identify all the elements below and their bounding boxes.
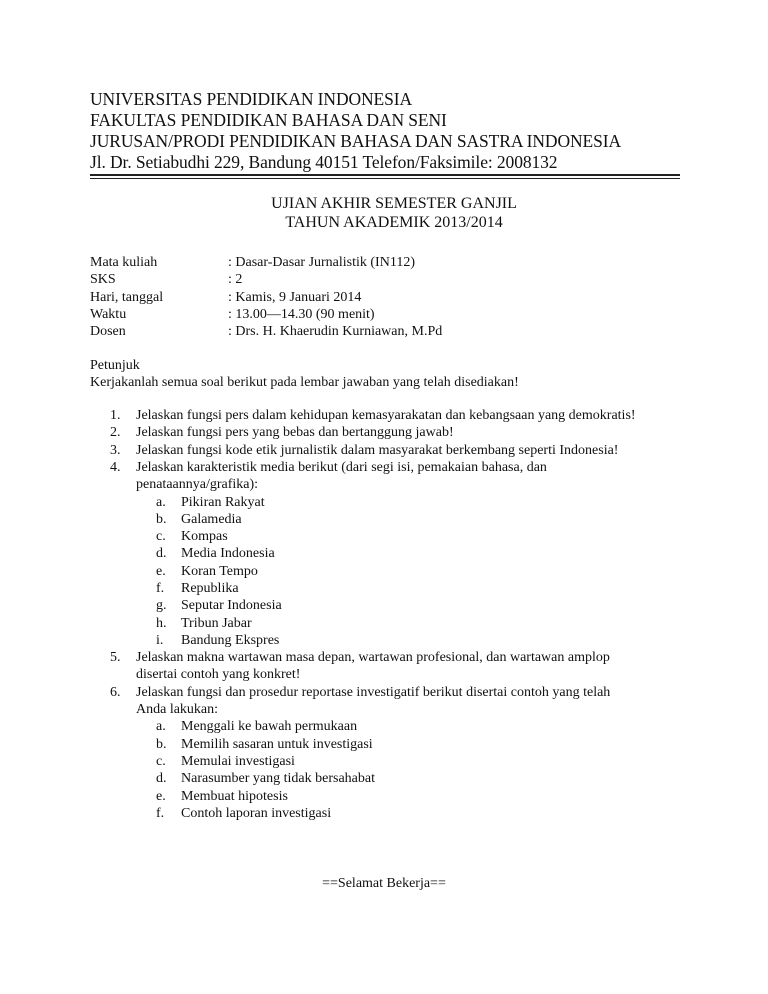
faculty-name: FAKULTAS PENDIDIKAN BAHASA DAN SENI [90, 110, 447, 130]
exam-details [90, 254, 680, 340]
detail-row-date [90, 289, 680, 306]
detail-value: : Dasar-Dasar Jurnalistik (IN112) [228, 255, 415, 270]
question-text: Jelaskan fungsi pers yang bebas dan bertanggung jawab! [136, 425, 454, 441]
question-text: Jelaskan makna wartawan masa depan, wartawan profesional, dan wartawan amplop [136, 650, 610, 666]
instructions-heading: Petunjuk [90, 358, 140, 373]
detail-label: Waktu [90, 306, 127, 322]
question-number: 1. [110, 408, 121, 423]
detail-row-lecturer [90, 323, 680, 340]
detail-value: : 13.00—14.30 (90 menit) [228, 306, 375, 322]
sub-item-letter: e. [156, 563, 166, 579]
closing-note: ==Selamat Bekerja== [322, 876, 446, 891]
question-text-continued: disertai contoh yang konkret! [136, 667, 301, 683]
question-text-continued: penataannya/grafika): [136, 477, 259, 493]
exam-title: UJIAN AKHIR SEMESTER GANJIL [271, 195, 517, 212]
sub-item-text: Tribun Jabar [181, 615, 252, 631]
sub-item-text: Seputar Indonesia [181, 598, 282, 614]
sub-item-letter: h. [156, 615, 167, 631]
sub-item-letter: d. [156, 546, 167, 562]
question-text: Jelaskan fungsi kode etik jurnalistik dalam masyarakat berkembang seperti Indonesia! [136, 442, 619, 458]
detail-value: : Kamis, 9 Januari 2014 [228, 289, 362, 305]
detail-row-credits [90, 271, 680, 288]
detail-label: SKS [90, 272, 116, 288]
question-number: 2. [110, 425, 121, 441]
sub-item-letter: c. [156, 529, 166, 545]
sub-item-letter: b. [156, 511, 167, 527]
sub-item-text: Galamedia [181, 511, 242, 527]
question-number: 4. [110, 459, 121, 475]
sub-item-letter: a. [156, 494, 166, 510]
question-text: Jelaskan karakteristik media berikut (dari segi isi, pemakaian bahasa, dan [136, 459, 547, 475]
question-number: 6. [110, 684, 121, 700]
academic-year: TAHUN AKADEMIK 2013/2014 [285, 213, 503, 231]
detail-label: Hari, tanggal [90, 289, 164, 305]
question-text: Jelaskan fungsi dan prosedur reportase investigatif berikut disertai contoh yang telah [136, 684, 611, 700]
sub-item-letter: d. [156, 771, 167, 787]
sub-item-letter: f. [156, 581, 165, 596]
sub-item-text: Membuat hipotesis [181, 788, 288, 804]
sub-item-text: Memulai investigasi [181, 754, 295, 769]
question-number: 3. [110, 442, 121, 458]
instructions-text: Kerjakanlah semua soal berikut pada lembar jawaban yang telah disediakan! [90, 375, 519, 391]
detail-row-course [90, 254, 680, 271]
sub-item-text: Contoh laporan investigasi [181, 805, 332, 821]
sub-item-letter: b. [156, 736, 167, 752]
sub-item-letter: c. [156, 754, 166, 769]
sub-item-text: Koran Tempo [181, 563, 258, 579]
sub-item-text: Bandung Ekspres [181, 632, 280, 648]
detail-value: : Drs. H. Khaerudin Kurniawan, M.Pd [228, 324, 443, 340]
sub-item-text: Kompas [181, 529, 228, 545]
detail-label: Mata kuliah [90, 255, 158, 270]
detail-label: Dosen [90, 324, 126, 340]
header-divider-thin [90, 178, 680, 179]
department-name: JURUSAN/PRODI PENDIDIKAN BAHASA DAN SASTRA INDONESIA [90, 131, 622, 151]
exam-title-block [90, 195, 680, 232]
sub-item-text: Memilih sasaran untuk investigasi [181, 736, 373, 752]
sub-item-text: Menggali ke bawah permukaan [181, 719, 358, 735]
question-text-continued: Anda lakukan: [136, 702, 219, 718]
letterhead [90, 89, 680, 173]
detail-value: : 2 [228, 272, 243, 288]
sub-item-letter: e. [156, 788, 166, 804]
sub-item-letter: a. [156, 719, 166, 735]
sub-item-text: Media Indonesia [181, 546, 275, 562]
sub-item-text: Pikiran Rakyat [181, 494, 265, 510]
header-divider-thick [90, 174, 680, 176]
address: Jl. Dr. Setiabudhi 229, Bandung 40151 Telefon/Faksimile: 2008132 [90, 152, 558, 172]
question-number: 5. [110, 650, 121, 666]
sub-item-text: Republika [181, 581, 239, 596]
sub-item-letter: f. [156, 805, 165, 821]
detail-row-time [90, 306, 680, 323]
sub-item-letter: i. [156, 632, 164, 648]
sub-item-letter: g. [156, 598, 167, 614]
sub-item-text: Narasumber yang tidak bersahabat [181, 771, 375, 787]
question-text: Jelaskan fungsi pers dalam kehidupan kemasyarakatan dan kebangsaan yang demokratis! [136, 408, 636, 423]
instructions [90, 357, 690, 392]
university-name: UNIVERSITAS PENDIDIKAN INDONESIA [90, 89, 413, 109]
